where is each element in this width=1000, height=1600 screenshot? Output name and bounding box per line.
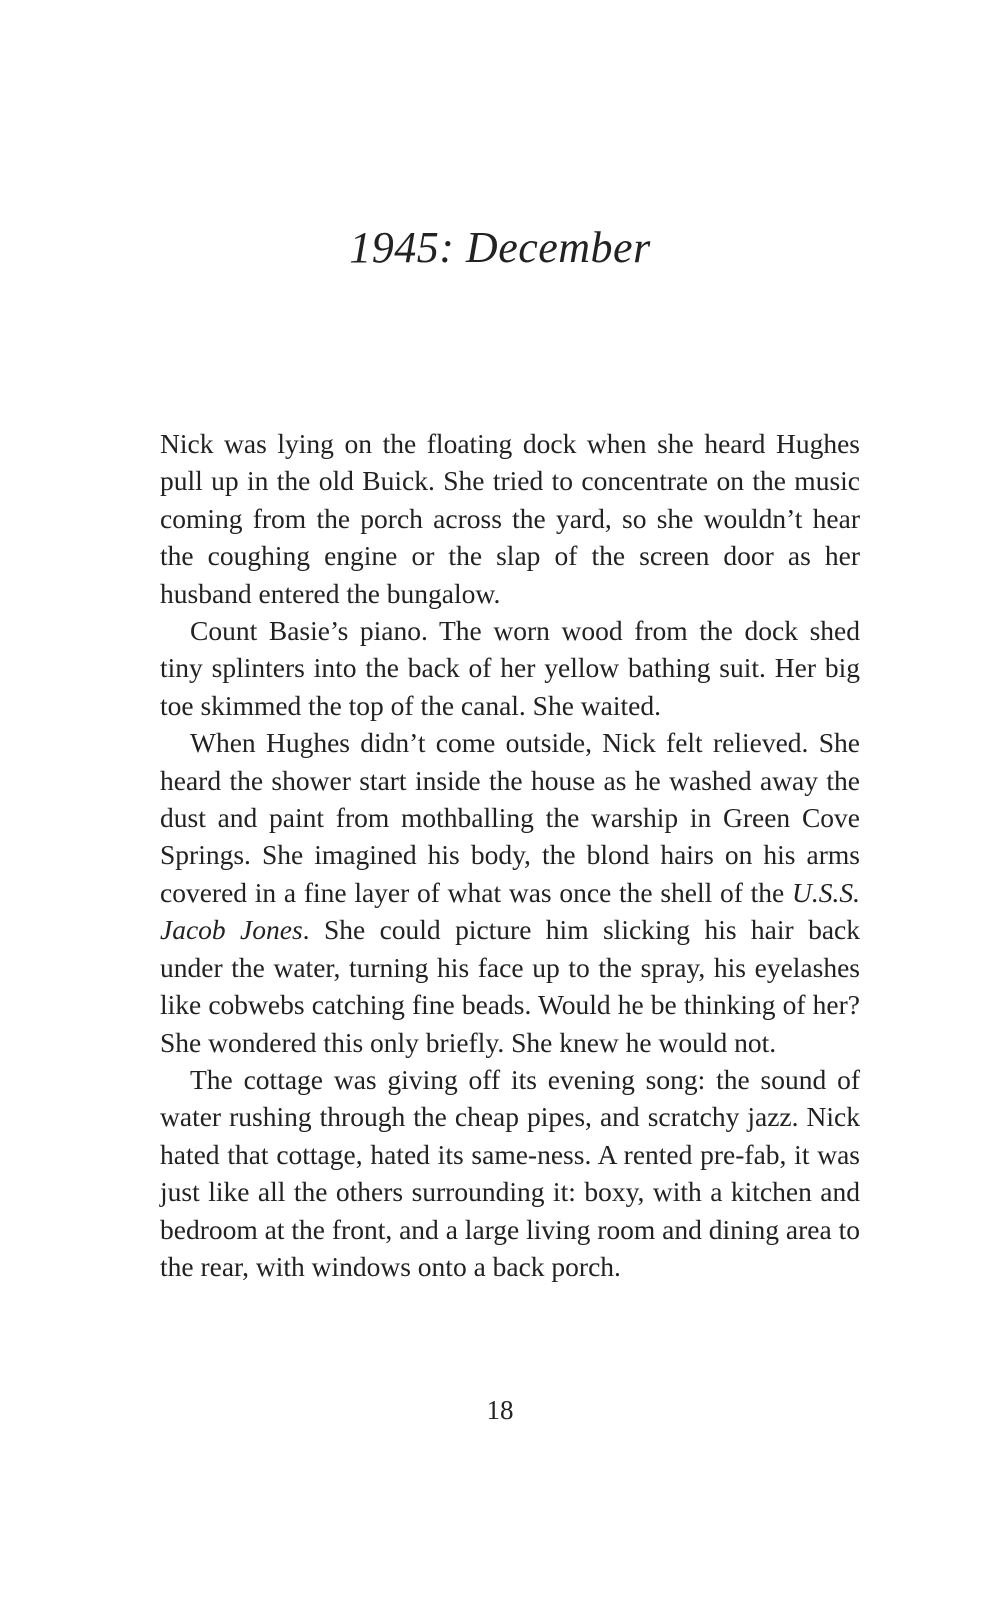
page-number: 18 xyxy=(486,1395,514,1425)
ship-name: U.S.S. Jacob Jones xyxy=(160,876,860,946)
chapter-title: 1945: December xyxy=(349,223,651,272)
body-text xyxy=(160,425,860,1285)
text-span: . She could picture him slicking his hair back under the water, turning his face up to the spray, his eyelashes like cobwebs catching fine beads. Would he be thinking of her? She wondered this only briefly. She knew he would not. xyxy=(160,914,860,1058)
paragraph xyxy=(160,612,860,724)
paragraph xyxy=(160,1061,860,1285)
text-span: Count Basie’s piano. The worn wood from the dock shed tiny splinters into the back of her yellow bathing suit. Her big toe skimmed the top of the canal. She waited. xyxy=(160,615,860,721)
text-span: When Hughes didn’t come outside, Nick felt relieved. She heard the shower start inside the house as he washed away the dust and paint from mothballing the warship in Green Cove Springs. She imagined his body, the blond hairs on his arms covered in a fine layer of what was once the shell of the xyxy=(160,727,860,908)
text-span: The cottage was giving off its evening song: the sound of water rushing through the cheap pipes, and scratchy jazz. Nick hated that cottage, hated its same-ness. A rented pre-fab, it was just like all the others surrounding it: boxy, with a kitchen and bedroom at the front, and a large living room and dining area to the rear, with windows onto a back porch. xyxy=(160,1063,860,1282)
paragraph xyxy=(160,425,860,612)
paragraph xyxy=(160,724,860,1061)
text-span: Nick was lying on the floating dock when she heard Hughes pull up in the old Buick. She tried to concentrate on the music coming from the porch across the yard, so she wouldn’t hear the coughing engine or the slap of the screen door as her husband entered the bungalow. xyxy=(160,428,860,609)
